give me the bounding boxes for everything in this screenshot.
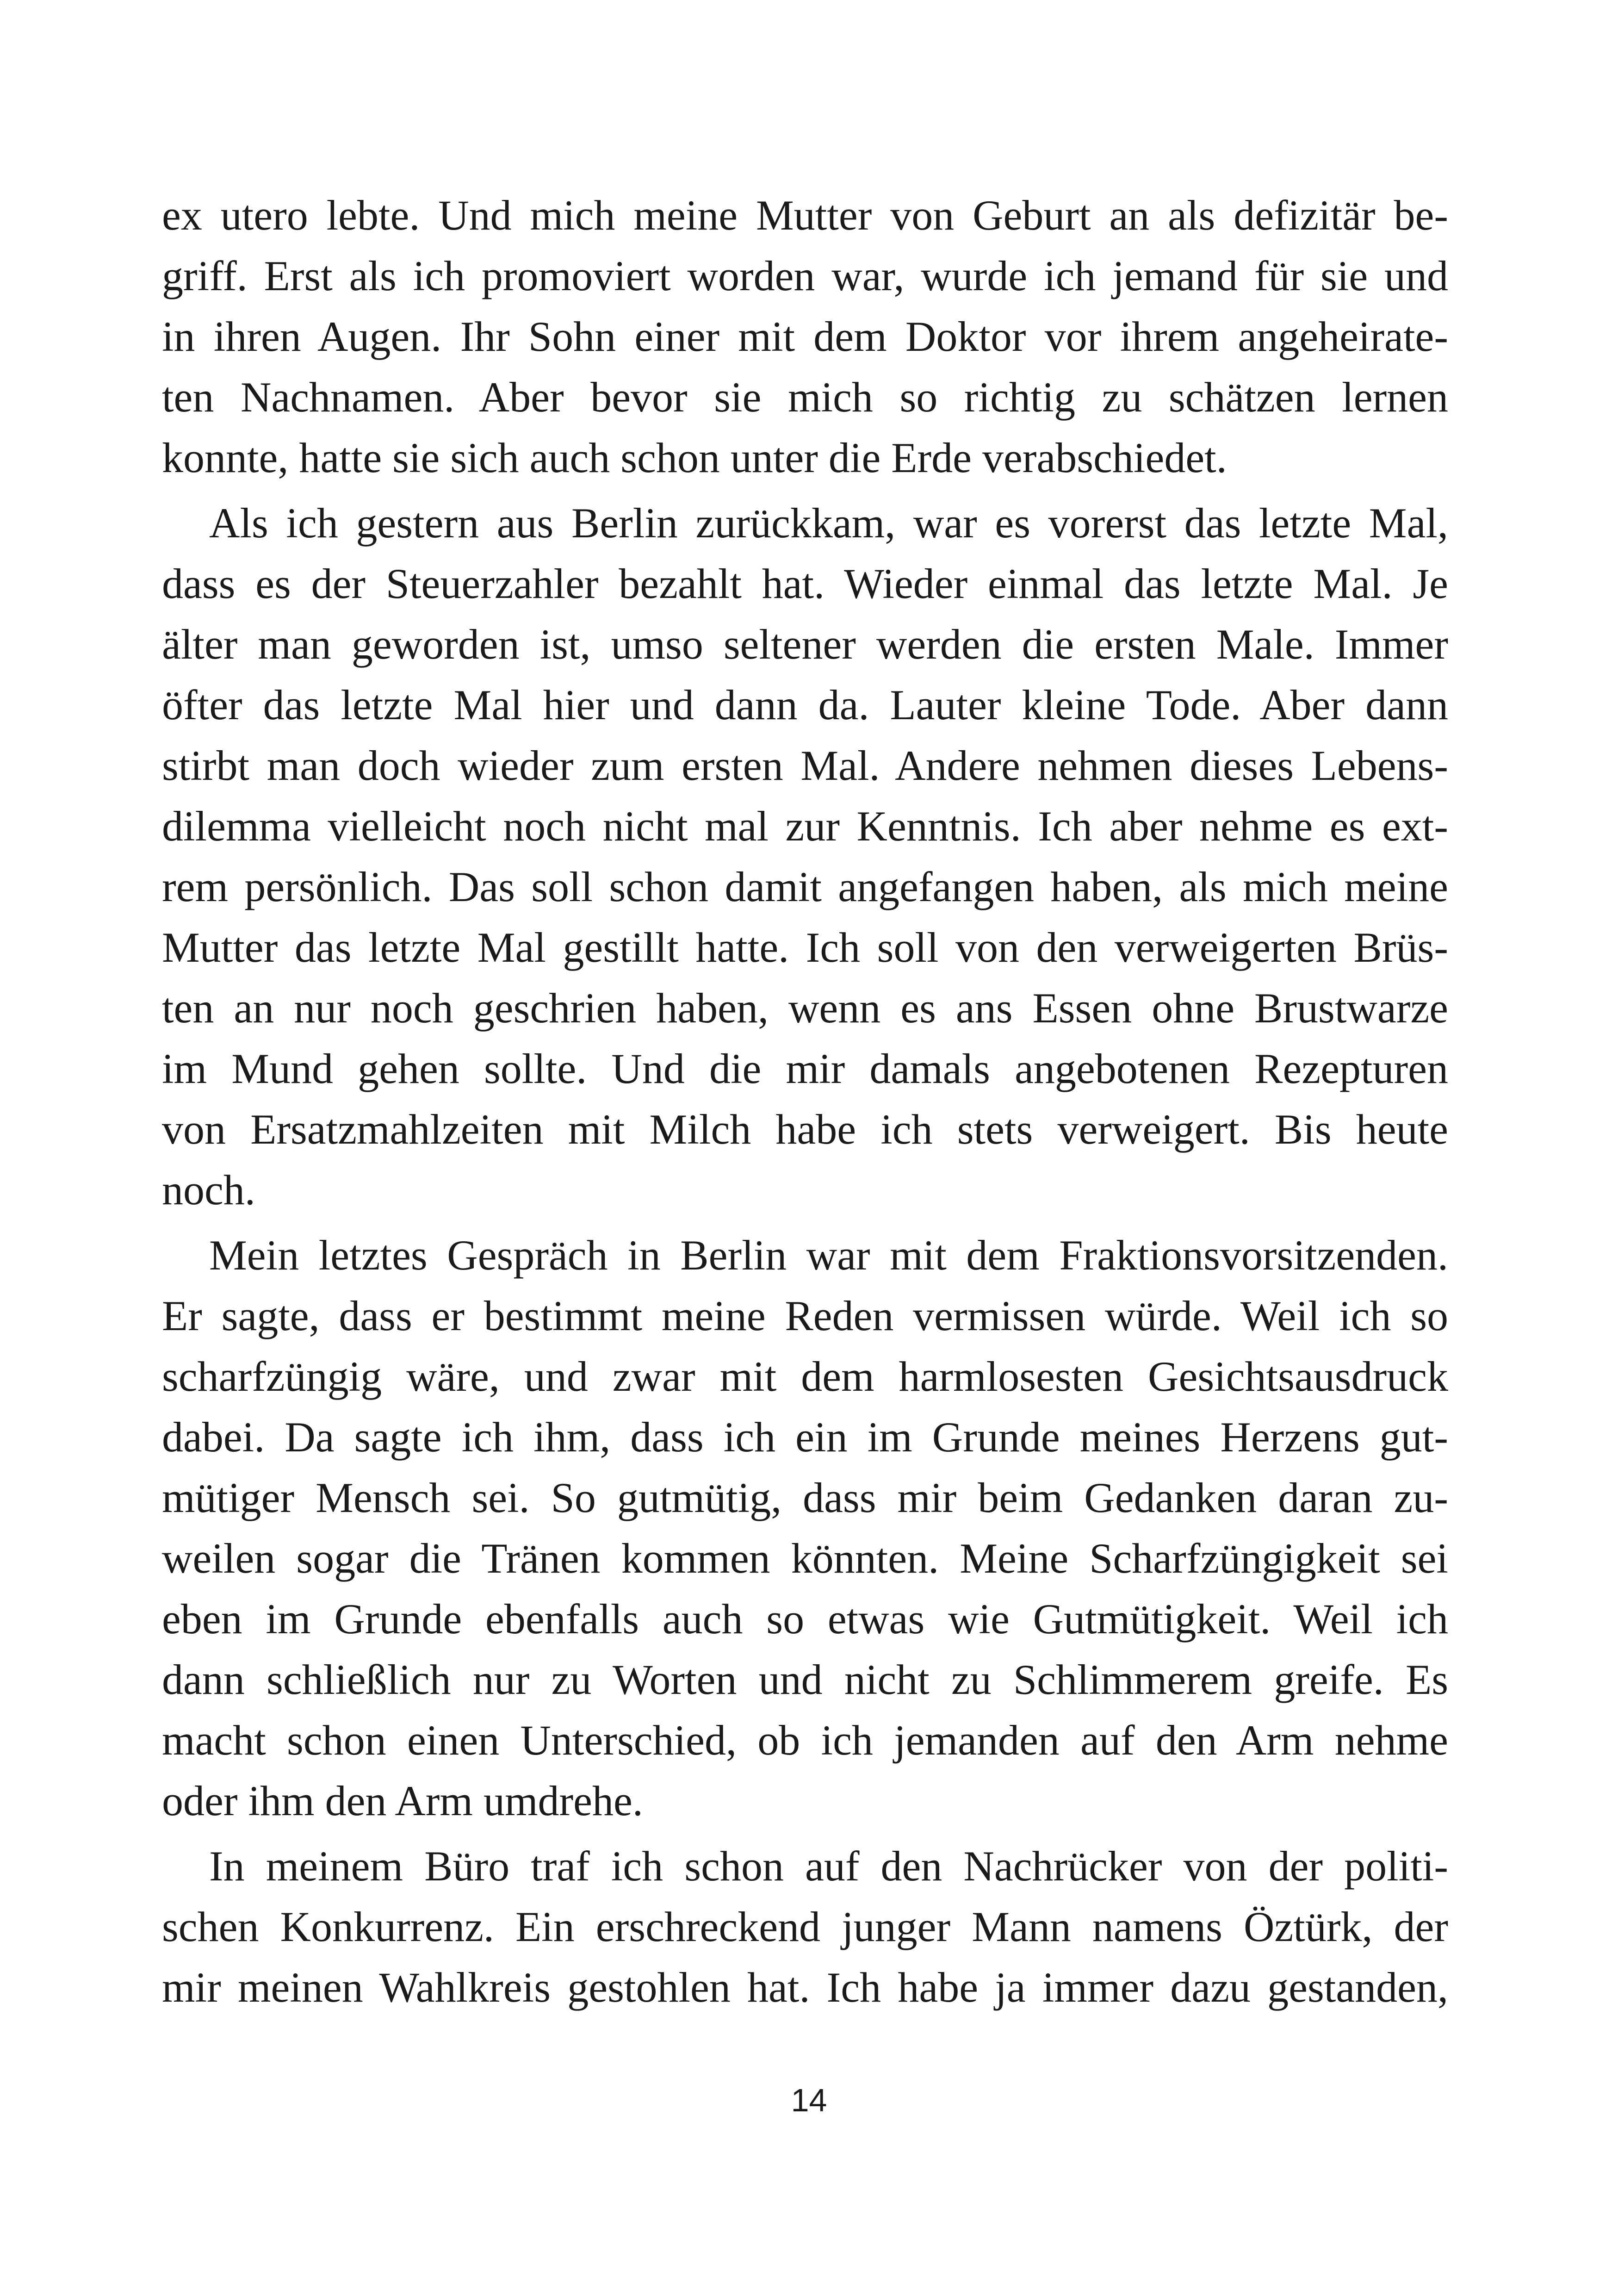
text-line: öfter das letzte Mal hier und dann da. Lauter kleine Tode. Aber dann xyxy=(162,681,1448,728)
text-line: scharfzüngig wäre, und zwar mit dem harmlosesten Gesichtsausdruck xyxy=(162,1353,1448,1400)
text-line: dass es der Steuerzahler bezahlt hat. Wieder einmal das letzte Mal. Je xyxy=(162,560,1448,607)
page-body xyxy=(162,185,1448,2018)
page-number: 14 xyxy=(791,2082,827,2118)
text-line: eben im Grunde ebenfalls auch so etwas wie Gutmütigkeit. Weil ich xyxy=(162,1595,1448,1643)
paragraph-4 xyxy=(162,1836,1448,2018)
paragraph-2 xyxy=(162,493,1448,1220)
text-line: konnte, hatte sie sich auch schon unter die Erde verabschiedet. xyxy=(162,434,1227,481)
text-line: im Mund gehen sollte. Und die mir damals angebotenen Rezepturen xyxy=(162,1045,1448,1092)
text-line: dilemma vielleicht noch nicht mal zur Kenntnis. Ich aber nehme es ext- xyxy=(162,803,1448,850)
text-line: älter man geworden ist, umso seltener werden die ersten Male. Immer xyxy=(162,621,1448,668)
text-line: Als ich gestern aus Berlin zurückkam, war es vorerst das letzte Mal, xyxy=(209,499,1448,547)
text-line: weilen sogar die Tränen kommen könnten. Meine Scharfzüngigkeit sei xyxy=(162,1535,1448,1582)
text-line: ten Nachnamen. Aber bevor sie mich so richtig zu schätzen lernen xyxy=(162,373,1448,421)
text-line: ten an nur noch geschrien haben, wenn es ans Essen ohne Brustwarze xyxy=(162,984,1448,1032)
text-line: dabei. Da sagte ich ihm, dass ich ein im Grunde meines Herzens gut- xyxy=(162,1413,1448,1461)
text-line: in ihren Augen. Ihr Sohn einer mit dem Doktor vor ihrem angeheirate- xyxy=(162,313,1448,360)
text-line: Er sagte, dass er bestimmt meine Reden vermissen würde. Weil ich so xyxy=(162,1292,1448,1339)
paragraph-3 xyxy=(162,1225,1448,1831)
paragraph-gap xyxy=(162,1220,1448,1225)
text-line: In meinem Büro traf ich schon auf den Nachrücker von der politi- xyxy=(209,1842,1448,1890)
text-line: noch. xyxy=(162,1166,255,1213)
text-line: Mein letztes Gespräch in Berlin war mit dem Fraktionsvorsitzenden. xyxy=(209,1232,1448,1279)
text-line: schen Konkurrenz. Ein erschreckend junger Mann namens Öztürk, der xyxy=(162,1903,1448,1950)
text-line: ex utero lebte. Und mich meine Mutter von Geburt an als defizitär be- xyxy=(162,192,1448,239)
text-line: von Ersatzmahlzeiten mit Milch habe ich stets verweigert. Bis heute xyxy=(162,1106,1448,1153)
text-line: Mutter das letzte Mal gestillt hatte. Ich soll von den verweigerten Brüs- xyxy=(162,924,1448,971)
text-line: mir meinen Wahlkreis gestohlen hat. Ich habe ja immer dazu gestanden, xyxy=(162,1964,1448,2011)
text-line: oder ihm den Arm umdrehe. xyxy=(162,1777,643,1824)
text-line: macht schon einen Unterschied, ob ich jemanden auf den Arm nehme xyxy=(162,1717,1448,1764)
text-line: mütiger Mensch sei. So gutmütig, dass mir beim Gedanken daran zu- xyxy=(162,1474,1448,1521)
text-line: griff. Erst als ich promoviert worden war, wurde ich jemand für sie und xyxy=(162,252,1448,299)
paragraph-gap xyxy=(162,488,1448,493)
text-line: stirbt man doch wieder zum ersten Mal. Andere nehmen dieses Lebens- xyxy=(162,742,1448,789)
text-line: rem persönlich. Das soll schon damit angefangen haben, als mich meine xyxy=(162,863,1448,910)
paragraph-gap xyxy=(162,1831,1448,1836)
text-line: dann schließlich nur zu Worten und nicht zu Schlimmerem greife. Es xyxy=(162,1656,1448,1703)
paragraph-1 xyxy=(162,185,1448,488)
